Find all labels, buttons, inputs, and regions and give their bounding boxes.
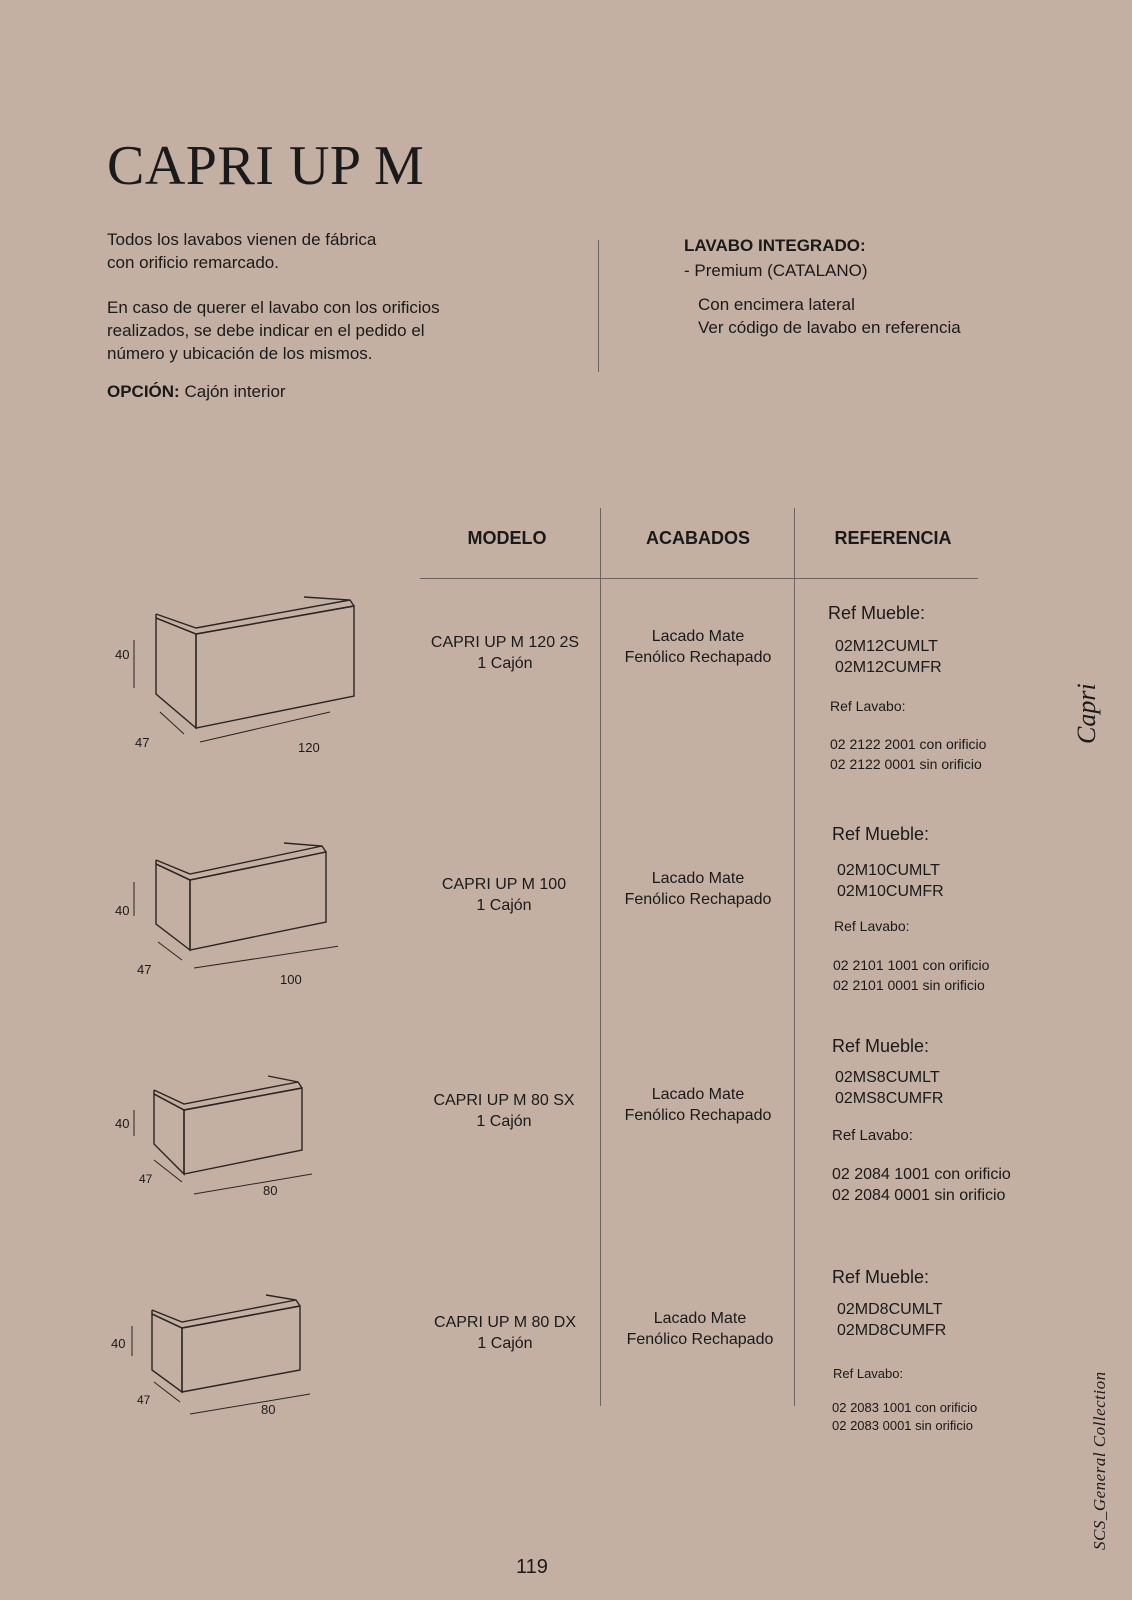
lavabo-info (698, 293, 961, 339)
furniture-code: 02M10CUMFR (837, 883, 944, 900)
model-drawers: 1 Cajón (477, 655, 533, 672)
finish-line: Lacado Mate (651, 870, 745, 887)
lavabo-line: Con encimera lateral (698, 295, 855, 314)
model-name: CAPRI UP M 80 DX (434, 1314, 576, 1331)
dim-depth: 47 (135, 735, 150, 750)
table-column-divider (794, 508, 795, 1406)
side-collection-label: Capri (1072, 683, 1101, 744)
intro-line: Todos los lavabos vienen de fábrica (107, 230, 377, 249)
finish-cell (608, 868, 788, 910)
furniture-code: 02MS8CUMLT (835, 1069, 940, 1086)
model-drawers: 1 Cajón (477, 1335, 533, 1352)
ref-lavabo-codes (832, 1399, 977, 1435)
ref-mueble-label: Ref Mueble: (832, 1267, 930, 1287)
header-modelo: MODELO (467, 528, 547, 548)
model-cell (414, 874, 594, 916)
ref-lavabo-label: Ref Lavabo: (830, 698, 906, 714)
intro-paragraph-2 (107, 296, 440, 365)
option-line (107, 380, 286, 403)
ref-mueble-codes (837, 860, 944, 902)
ref-mueble-codes (835, 636, 942, 678)
dim-width: 100 (280, 972, 302, 987)
ref-mueble-label: Ref Mueble: (828, 603, 926, 623)
dim-depth: 47 (137, 962, 152, 977)
basin-code: 02 2101 0001 sin orificio (833, 977, 985, 993)
model-drawers: 1 Cajón (476, 1113, 532, 1130)
dim-width: 120 (298, 740, 320, 755)
finish-line: Fenólico Rechapado (624, 891, 772, 908)
intro-divider (598, 240, 599, 372)
dim-depth: 47 (137, 1393, 151, 1407)
basin-code: 02 2122 2001 con orificio (830, 736, 987, 752)
model-cell (415, 632, 595, 674)
dim-width: 80 (261, 1402, 276, 1417)
basin-code: 02 2084 1001 con orificio (832, 1166, 1011, 1183)
header-acabados: ACABADOS (645, 528, 750, 548)
option-value: Cajón interior (179, 382, 286, 401)
model-cell (415, 1312, 595, 1354)
ref-mueble-label: Ref Mueble: (832, 1036, 930, 1056)
model-cell (414, 1090, 594, 1132)
finish-line: Fenólico Rechapado (626, 1331, 774, 1348)
lavabo-heading: LAVABO INTEGRADO: (684, 236, 866, 255)
lavabo-premium: - Premium (CATALANO) (684, 261, 868, 280)
model-drawers: 1 Cajón (476, 897, 532, 914)
model-name: CAPRI UP M 120 2S (430, 634, 580, 651)
furniture-code: 02MS8CUMFR (835, 1090, 944, 1107)
ref-mueble-codes (837, 1299, 946, 1341)
intro-line: con orificio remarcado. (107, 253, 279, 272)
page-number: 119 (516, 1556, 548, 1578)
page-title: CAPRI UP M (107, 135, 425, 197)
table-header-rule (420, 578, 978, 579)
ref-lavabo-label: Ref Lavabo: (832, 1127, 913, 1144)
header-referencia: REFERENCIA (834, 528, 952, 548)
finish-line: Fenólico Rechapado (624, 649, 772, 666)
ref-lavabo-codes (833, 955, 989, 995)
ref-lavabo-label: Ref Lavabo: (834, 918, 910, 934)
basin-code: 02 2084 0001 sin orificio (832, 1187, 1006, 1204)
lavabo-line: Ver código de lavabo en referencia (698, 318, 961, 337)
furniture-code: 02M12CUMFR (835, 659, 942, 676)
ref-mueble-codes (835, 1067, 943, 1109)
intro-paragraph-1 (107, 228, 376, 274)
dim-height: 40 (115, 903, 130, 918)
finish-line: Lacado Mate (653, 1310, 747, 1327)
furniture-code: 02MD8CUMFR (837, 1322, 947, 1339)
finish-cell (610, 1308, 790, 1350)
basin-code: 02 2083 1001 con orificio (832, 1400, 978, 1415)
intro-line: En caso de querer el lavabo con los orificios (107, 298, 440, 317)
dim-height: 40 (115, 1116, 130, 1131)
side-catalog-label: SCS_General Collection (1090, 1371, 1109, 1550)
finish-cell (608, 1084, 788, 1126)
model-name: CAPRI UP M 80 SX (433, 1092, 575, 1109)
finish-line: Lacado Mate (651, 1086, 745, 1103)
table-column-divider (600, 508, 601, 1406)
basin-code: 02 2083 0001 sin orificio (832, 1418, 973, 1433)
basin-code: 02 2101 1001 con orificio (833, 957, 990, 973)
intro-line: realizados, se debe indicar en el pedido el (107, 321, 425, 340)
dim-width: 80 (263, 1183, 278, 1198)
ref-mueble-label: Ref Mueble: (832, 824, 930, 844)
furniture-code: 02M12CUMLT (835, 638, 938, 655)
intro-line: número y ubicación de los mismos. (107, 344, 373, 363)
ref-lavabo-codes (832, 1164, 1011, 1206)
finish-line: Fenólico Rechapado (624, 1107, 772, 1124)
dim-depth: 47 (139, 1172, 153, 1186)
finish-cell (608, 626, 788, 668)
finish-line: Lacado Mate (651, 628, 745, 645)
dim-height: 40 (111, 1336, 126, 1351)
basin-code: 02 2122 0001 sin orificio (830, 756, 982, 772)
option-label: OPCIÓN: (107, 382, 180, 401)
ref-lavabo-codes (830, 734, 986, 774)
ref-lavabo-label: Ref Lavabo: (833, 1366, 904, 1381)
dim-height: 40 (115, 647, 130, 662)
furniture-code: 02M10CUMLT (837, 862, 940, 879)
furniture-code: 02MD8CUMLT (837, 1301, 943, 1318)
model-name: CAPRI UP M 100 (441, 876, 567, 893)
